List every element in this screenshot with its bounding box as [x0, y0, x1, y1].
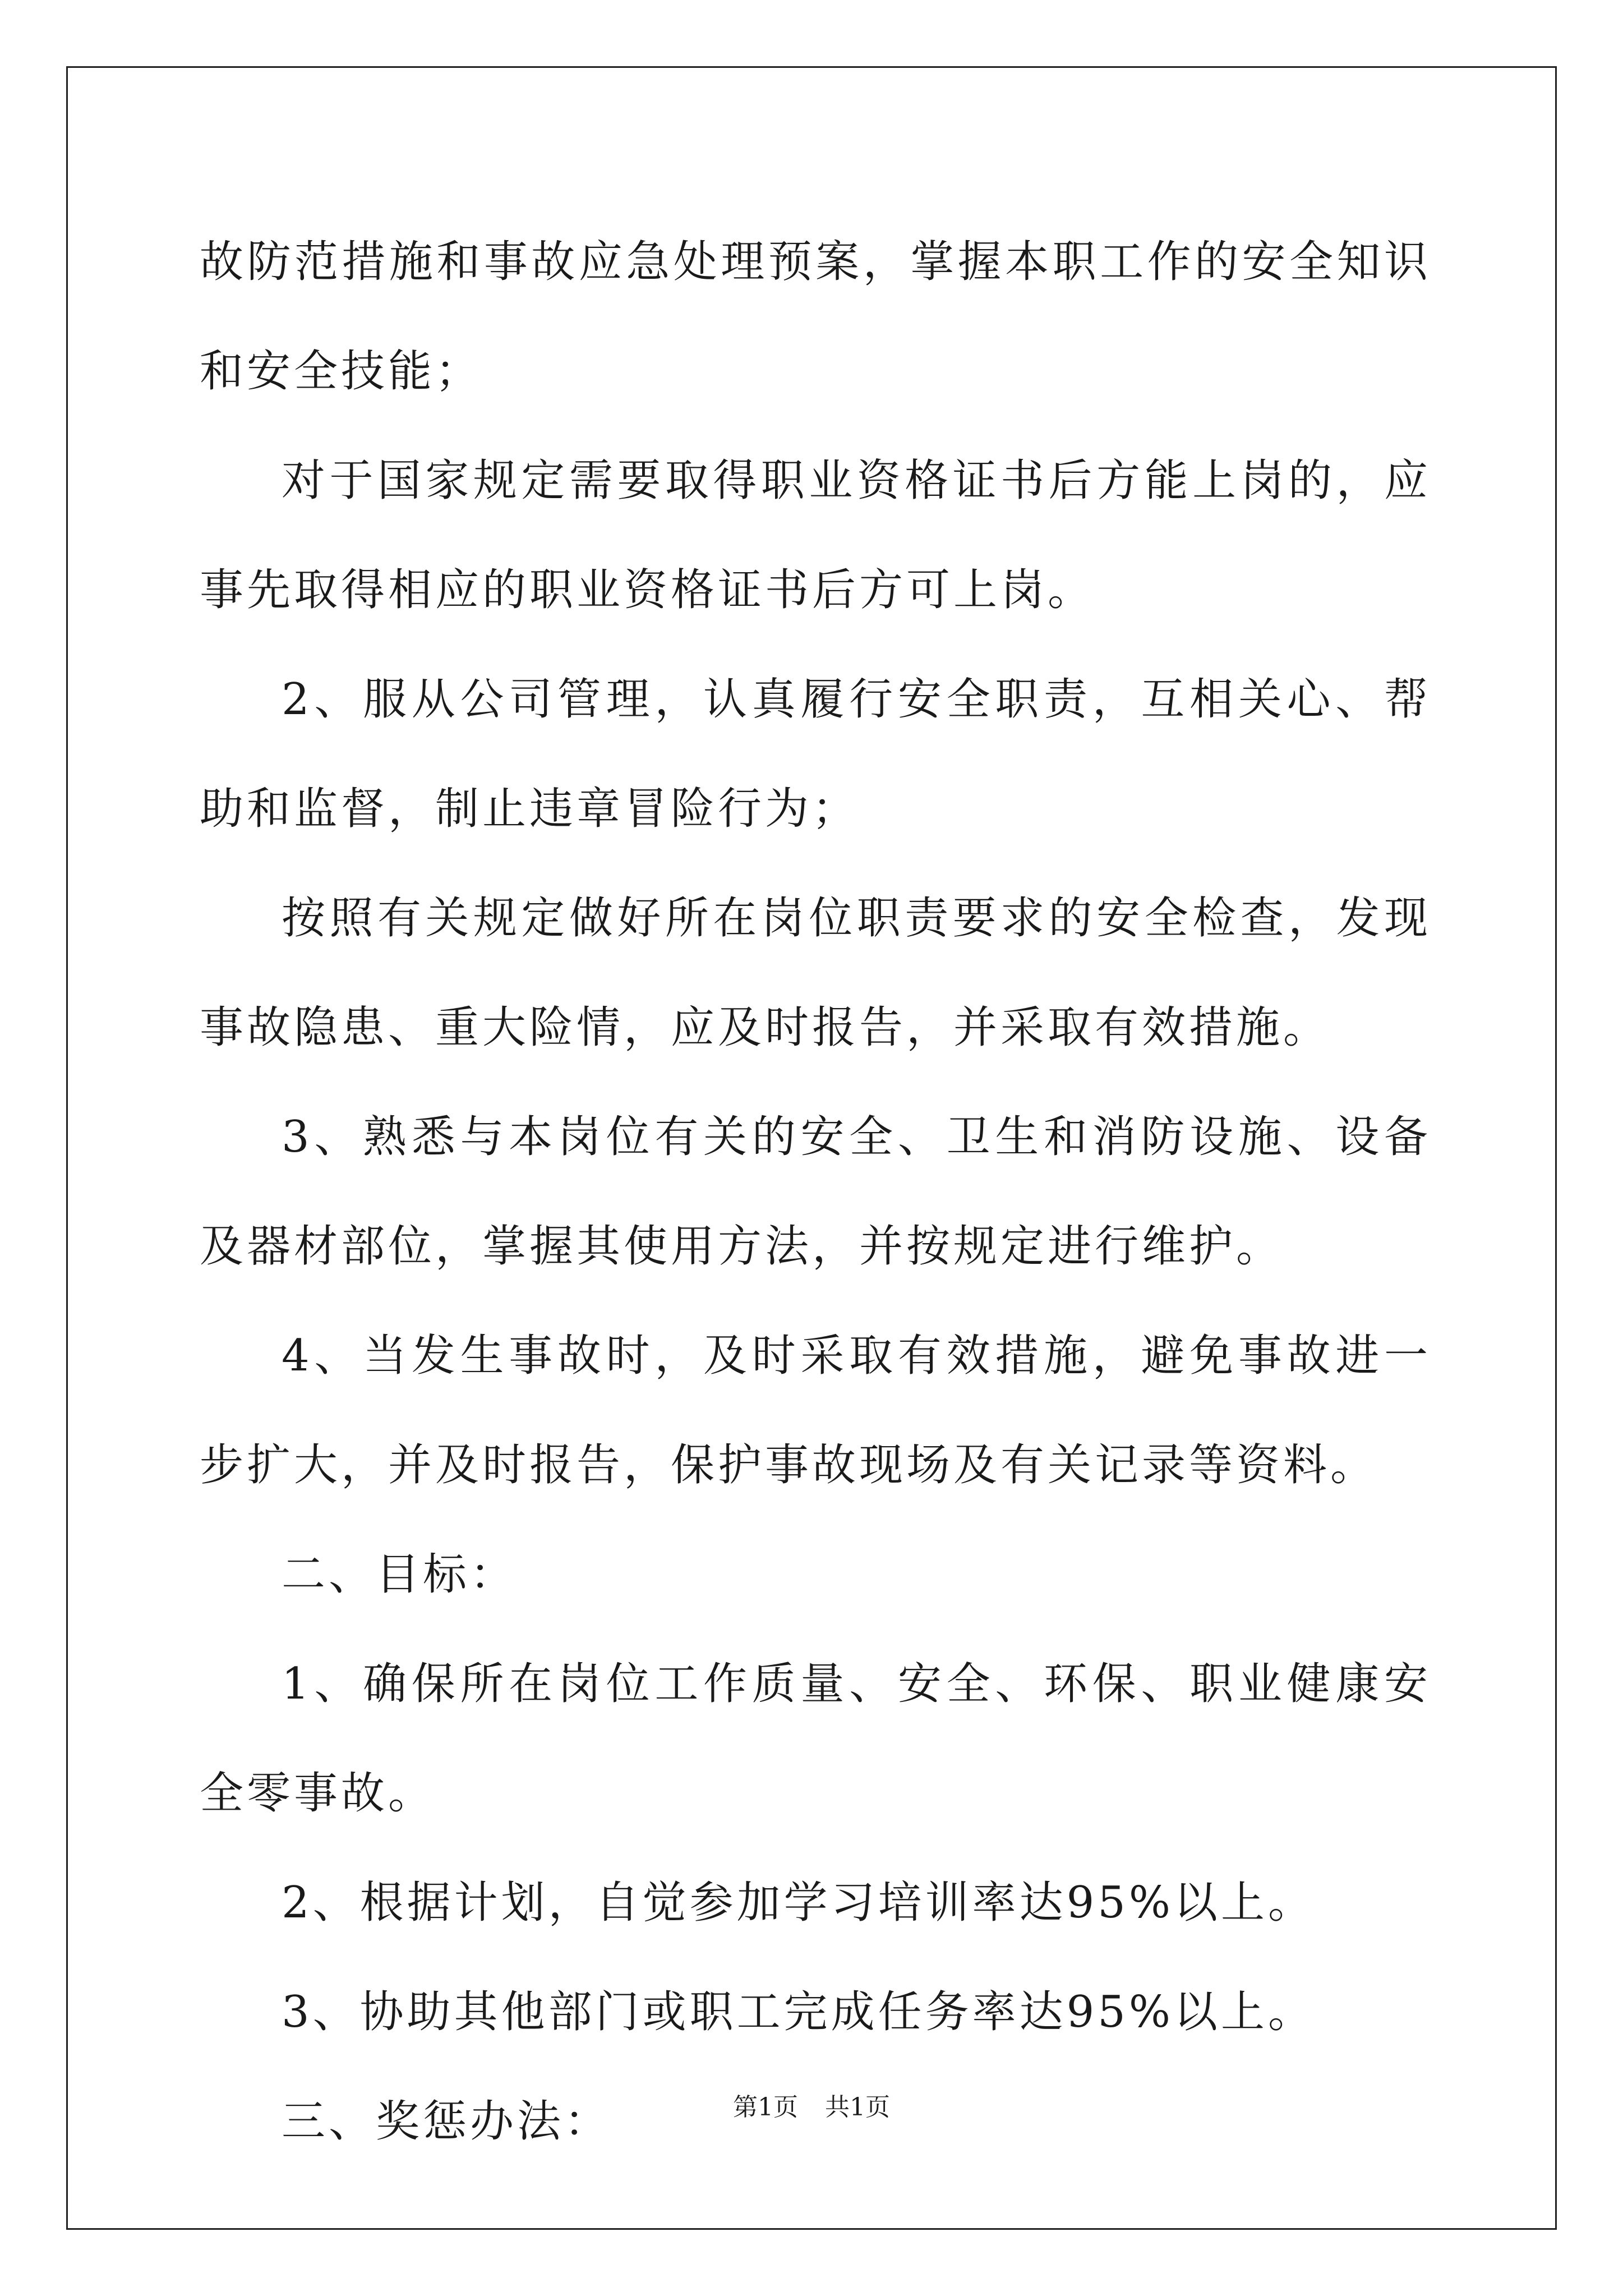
paragraph: 4、当发生事故时，及时采取有效措施，避免事故进一步扩大，并及时报告，保护事故现场及有关记录等资料。	[200, 1331, 1431, 1490]
section-heading: 三、奖惩办法：	[282, 2096, 612, 2147]
section-heading: 二、目标：	[282, 1549, 518, 1600]
paragraph: 故防范措施和事故应急处理预案，掌握本职工作的安全知识和安全技能；	[200, 237, 1431, 397]
total-pages: 共1页	[825, 2093, 890, 2122]
paragraph: 2、根据计划，自觉参加学习培训率达95%以上。	[282, 1878, 1315, 1928]
paragraph: 2、服从公司管理，认真履行安全职责，互相关心、帮助和监督，制止违章冒险行为；	[200, 674, 1431, 834]
page-number: 第1页	[733, 2093, 798, 2122]
page-footer	[0, 2087, 1623, 2123]
paragraph: 3、协助其他部门或职工完成任务率达95%以上。	[282, 1987, 1315, 2037]
paragraph: 按照有关规定做好所在岗位职责要求的安全检查，发现事故隐患、重大险情，应及时报告，并采取有效措施。	[200, 893, 1431, 1053]
document-body	[200, 208, 1431, 2177]
paragraph: 1、确保所在岗位工作质量、安全、环保、职业健康安全零事故。	[200, 1659, 1431, 1819]
paragraph: 对于国家规定需要取得职业资格证书后方能上岗的，应事先取得相应的职业资格证书后方可上岗。	[200, 455, 1431, 615]
paragraph: 3、熟悉与本岗位有关的安全、卫生和消防设施、设备及器材部位，掌握其使用方法，并按规定进行维护。	[200, 1112, 1431, 1272]
